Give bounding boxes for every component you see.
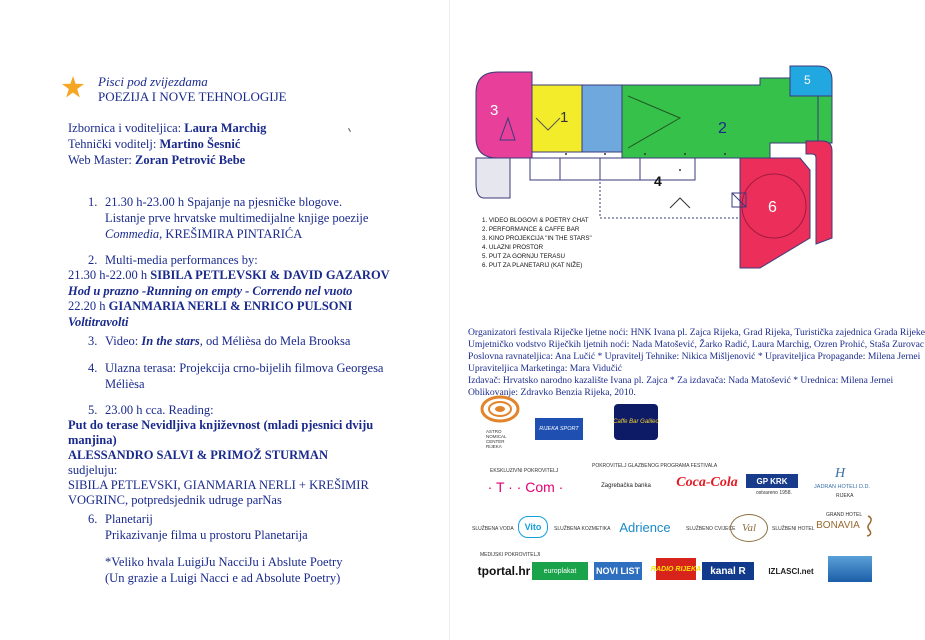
galileo-logo: Caffe Bar Galileo	[614, 404, 658, 440]
hotel-label: SLUŽBENI HOTEL	[772, 526, 815, 532]
map-legend-item: 1. VIDEO BLOGOVI & POETRY CHAT	[482, 217, 589, 224]
thanks-note: *Veliko hvala LuigiJu NacciJu i Abslute Poetry	[105, 555, 343, 569]
program-item-text: Ulazna terasa: Projekcija crno-bijelih filmova Georgesa	[105, 361, 384, 375]
performance-title: Hod u prazno -Running on empty - Correndo nel vuoto	[68, 284, 353, 298]
exclusive-sponsor-label: EKSKLUZIVNI POKROVITELJ	[490, 468, 559, 474]
water-label: SLUŽBENA VODA	[472, 526, 514, 532]
program-item-text: Prikazivanje filma u prostoru Planetarija	[105, 528, 308, 542]
astro-logo	[478, 394, 522, 449]
program-item-text: Multi-media performances by:	[105, 253, 258, 267]
vito-logo: Vito	[518, 516, 548, 538]
program-item-text: sudjeluju:	[68, 463, 118, 477]
star-icon	[62, 76, 84, 98]
program-item-text: Commedia, KREŠIMIRA PINTARIĆA	[105, 227, 303, 241]
bonavia-logo: BONAVIA	[816, 519, 860, 531]
program-item-text: Planetarij	[105, 512, 153, 526]
cocacola-logo: Coca-Cola	[676, 475, 738, 490]
credit-line: Tehnički voditelj: Martino Šesnić	[68, 137, 241, 151]
event-title: POEZIJA I NOVE TEHNOLOGIJE	[98, 89, 287, 104]
program-item-text: Video: In the stars, od Mélièsa do Mela Brooksa	[105, 334, 351, 348]
program-item-text: 23.00 h cca. Reading:	[105, 403, 214, 417]
izlasci-logo: IZLASCI.net	[768, 566, 814, 576]
map-legend-item: 6. PUT ZA PLANETARIJ (KAT NIŽE)	[482, 262, 583, 269]
tportal-logo: tportal.hr	[477, 564, 531, 578]
gpkrk-subtitle: ostvareno 1958.	[756, 490, 792, 496]
program-item-number: 3.	[88, 334, 98, 348]
program-item-text: 21.30 h-23.00 h Spajanje na pjesničke blogove.	[105, 195, 343, 209]
pencil-mark	[348, 128, 351, 132]
program-item-number: 5.	[88, 403, 98, 417]
zaba-logo: Zagrebačka banka	[601, 483, 651, 489]
photo-thumbnail	[828, 556, 872, 582]
map-legend-item: 4. ULAZNI PROSTOR	[482, 244, 544, 251]
organizers-line: Upraviteljica Marketinga: Mara Vidučić	[468, 363, 623, 374]
organizers-line: Poslovna ravnateljica: Ana Lučić * Upravitelj Tehnike: Nikica Mišljenović * Upraviteljica Propagande: Milena Jernei	[468, 351, 921, 362]
gpkrk-logo: GP KRK	[746, 474, 798, 488]
media-sponsors-label: MEDIJSKI POKROVITELJI	[480, 552, 541, 558]
program-page	[0, 0, 450, 640]
zone-label: 6	[768, 199, 777, 216]
map-legend-item: 2. PERFORMANCE & CAFFE BAR	[482, 226, 580, 233]
program-item-text: ALESSANDRO SALVI & PRIMOŽ STURMAN	[68, 448, 328, 462]
bonavia-top-text: GRAND HOTEL	[826, 512, 863, 518]
program-item-text: VOGRINC, potpredsjednik udruge parNas	[68, 493, 282, 507]
adrience-logo: Adrience	[619, 519, 671, 535]
program-item-text: Put do terase Nevidljiva književnost (mladi pjesnici dviju	[68, 418, 374, 432]
program-item-number: 2.	[88, 253, 98, 267]
venue-map	[470, 58, 890, 330]
program-item-text: 22.20 h GIANMARIA NERLI & ENRICO PULSONI	[68, 299, 353, 313]
zone-label: 1	[560, 109, 569, 126]
seahorse-icon	[862, 514, 874, 538]
organizers-line: Izdavač: Hrvatsko narodno kazalište Ivana pl. Zajca * Za izdavača: Nada Matošević * Urednica: Milena Jernei	[468, 375, 894, 386]
jadran-subtitle: RIJEKA	[836, 493, 854, 499]
zone-label: 2	[718, 120, 727, 137]
credit-line: Web Master: Zoran Petrović Bebe	[68, 153, 246, 167]
cosmetics-label: SLUŽBENA KOZMETIKA	[554, 526, 611, 532]
novilist-logo: NOVI LIST	[594, 562, 642, 580]
thanks-note: (Un grazie a Luigi Nacci e ad Absolute Poetry)	[105, 571, 341, 585]
program-item-text: Mélièsa	[105, 377, 145, 391]
zone-label: 5	[804, 73, 811, 87]
program-item-text: 21.30 h-22.00 h SIBILA PETLEVSKI & DAVID GAZAROV	[68, 268, 390, 282]
map-legend-item: 3. KINO PROJEKCIJA "IN THE STARS"	[482, 235, 592, 242]
music-sponsor-label: POKROVITELJ GLAZBENOG PROGRAMA FESTIVALA	[592, 463, 718, 469]
program-item-number: 4.	[88, 361, 98, 375]
radio-rijeka-logo: RADIO RIJEKA	[656, 558, 696, 580]
organizers-line: Organizatori festivala Riječke ljetne noći: HNK Ivana pl. Zajca Rijeka, Grad Rijeka, Turistička zajednica Grada Rijeke	[468, 327, 925, 338]
map-legend-item: 5. PUT ZA GORNJU TERASU	[482, 253, 565, 260]
kanalr-logo: kanal R	[702, 562, 754, 580]
program-item-number: 1.	[88, 195, 98, 209]
program-item-text: SIBILA PETLEVSKI, GIANMARIA NERLI + KREŠIMIR	[68, 478, 369, 492]
credit-line: Izbornica i voditeljica: Laura Marchig	[68, 121, 267, 135]
tcom-logo: · T · · Com ·	[487, 479, 564, 495]
event-subtitle: Pisci pod zvijezdama	[98, 74, 208, 89]
organizers-line: Umjetničko vodstvo Riječkih ljetnih noći: Nada Matošević, Žarko Radić, Laura Marchig, Ozren Prohić, Staša Zurovac	[468, 339, 925, 350]
zone-3	[476, 72, 532, 158]
organizers-line: Oblikovanje: Zdravko Benzia Rijeka, 2010.	[468, 387, 636, 398]
flowers-label: SLUŽBENO CVIJEĆE	[686, 526, 736, 532]
performance-title: Voltitravolti	[68, 315, 129, 329]
europlakat-logo: europlakat	[532, 562, 588, 580]
zone-2	[622, 78, 818, 158]
program-item-number: 6.	[88, 512, 98, 526]
rijeka-sport-logo: RIJEKA SPORT	[535, 418, 583, 440]
jadran-emblem-icon: H	[835, 466, 846, 481]
program-item-text: manjina)	[68, 433, 117, 447]
program-item-text: Listanje prve hrvatske multimedijalne knjige poezije	[105, 211, 369, 225]
astro-logo-text: ASTRO NOMICAL CENTER RIJEKA	[486, 429, 507, 449]
val-logo: Val	[730, 514, 768, 542]
zone-1	[532, 85, 582, 152]
zone-label: 4	[654, 173, 662, 189]
zone-5	[790, 66, 832, 96]
jadran-logo: JADRAN HOTELI D.D.	[814, 484, 870, 490]
zone-label: 3	[490, 102, 499, 119]
info-page	[450, 0, 925, 640]
